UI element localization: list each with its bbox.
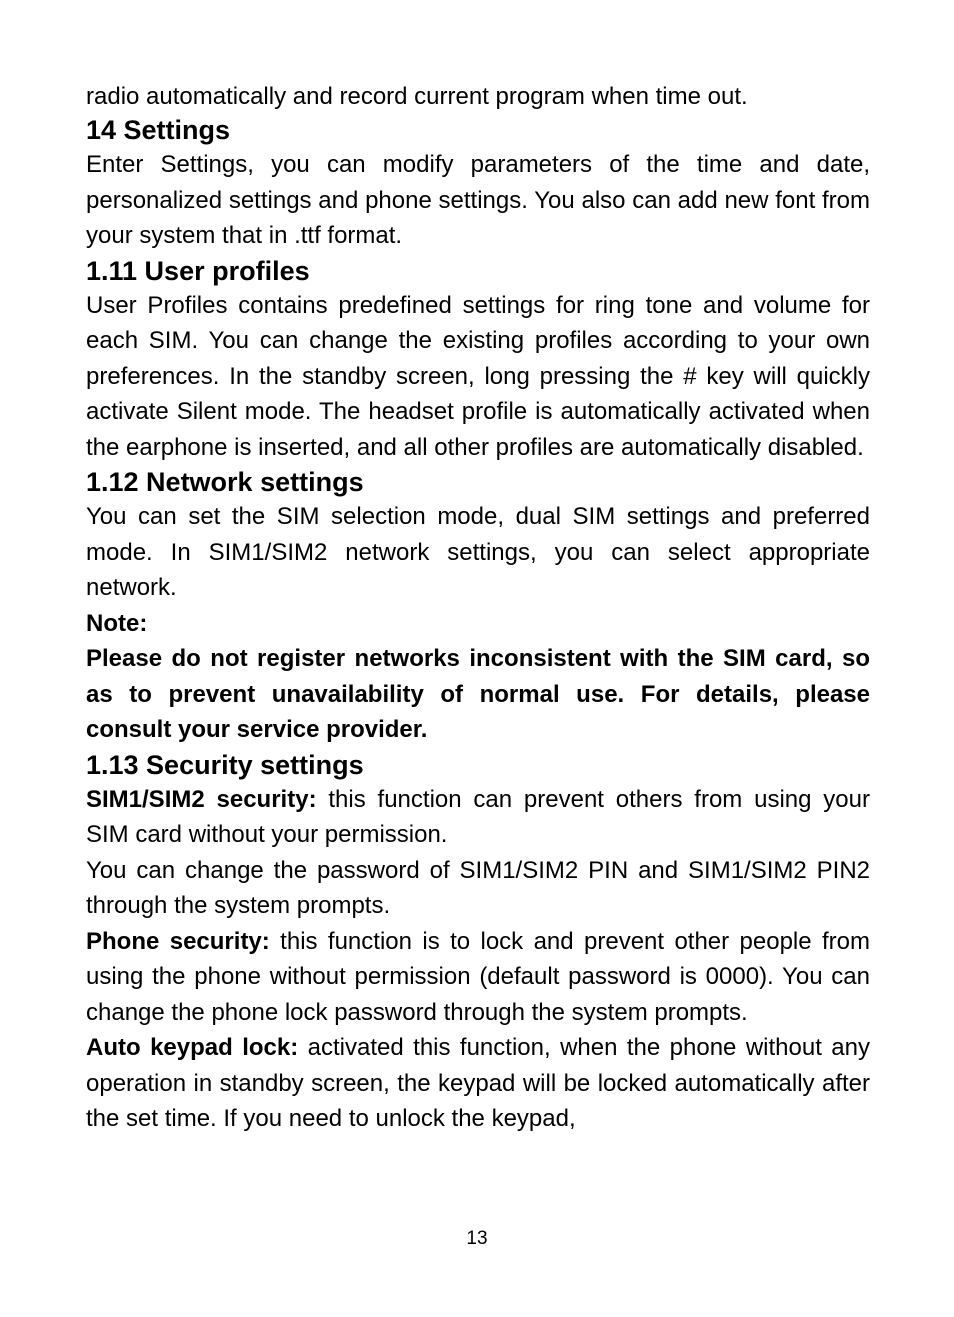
phone-security-text: this function is to lock and prevent other people from using the phone without permission (default password is 0000). You can change the phone lock password through the system prompts. [86, 927, 871, 1026]
section-heading-network-settings: 1.12 Network settings [86, 467, 364, 497]
section-body-network-settings: You can set the SIM selection mode, dual SIM settings and preferred mode. In SIM1/SIM2 network settings, you can select appropriate network. [86, 503, 870, 601]
sim-security-text: this function can prevent others from using your SIM card without your permission. [86, 785, 870, 848]
page-number: 13 [466, 1228, 488, 1249]
pin-paragraph: You can change the password of SIM1/SIM2 PIN and SIM1/SIM2 PIN2 through the system prompts. [86, 856, 870, 919]
sim-security-label: SIM1/SIM2 security: [86, 785, 317, 813]
sim-security-paragraph [86, 782, 870, 853]
auto-lock-label: Auto keypad lock: [86, 1034, 299, 1061]
phone-security-label: Phone security: [86, 927, 270, 955]
note-label: Note: [86, 609, 148, 637]
section-body-settings: Enter Settings, you can modify parameters of the time and date, personalized settings and phone settings. You also can add new font from your system that in .ttf format. [86, 151, 870, 249]
note-body: Please do not register networks inconsistent with the SIM card, so as to prevent unavailability of normal use. For details, please consult your service provider. [86, 645, 870, 743]
section-heading-user-profiles: 1.11 User profiles [86, 255, 310, 286]
section-body-user-profiles: User Profiles contains predefined settings for ring tone and volume for each SIM. You can change the existing profiles according to your own preferences. In the standby screen, long pressing the # key will quickly activate Silent mode. The headset profile is automatically activated when the earphone is inserted, and all other profiles are automatically disabled. [86, 291, 870, 461]
intro-line: radio automatically and record current program when time out. [86, 83, 748, 110]
phone-security-paragraph [86, 924, 870, 1031]
section-heading-security-settings: 1.13 Security settings [86, 749, 364, 780]
section-heading-settings: 14 Settings [86, 115, 231, 145]
document-page [86, 80, 870, 1137]
auto-lock-text: activated this function, when the phone without any operation in standby screen, the keypad will be locked automatically after the set time. If you need to unlock the keypad, [86, 1034, 870, 1132]
auto-lock-paragraph [86, 1030, 870, 1137]
